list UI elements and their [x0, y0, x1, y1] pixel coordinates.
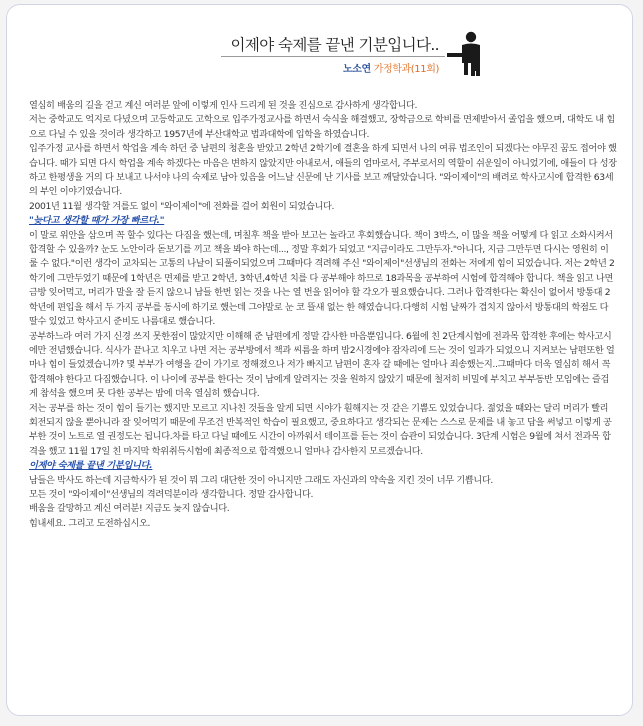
intro-paragraph: 저는 중학교도 억지로 다녔으며 고등학교도 고학으로 입주가정교사를 하면서 숙식을 해결했고, 장학금으로 학비를 면제받아서 졸업을 했으며, 대학도 내 힘으로 다닐 수 있을 것이라 생각하고 1957년에 부산대학교 법과대학에 입학을 하였습니다. [29, 114, 615, 140]
article-card [6, 4, 633, 716]
section-heading: "늦다고 생각할 때가 가장 빠르다." [29, 215, 165, 227]
closing-paragraph: 배움을 갈망하고 계신 여러분! 지금도 늦지 않습니다. [29, 503, 230, 515]
author-line [269, 60, 439, 75]
intro-paragraph: 2001년 11월 생각할 겨를도 없이 "와이제이"에 전화를 걸어 회원이 되었습니다. [29, 200, 335, 212]
closing-paragraph: 모든 것이 "와이제이"선생님의 격려덕분이라 생각합니다. 정말 감사합니다. [29, 488, 314, 500]
article-body [29, 99, 617, 531]
title-underline [221, 56, 445, 57]
closing-paragraph: 힘내세요. 그리고 도전하십시오. [29, 517, 151, 529]
article-header [7, 5, 632, 89]
closing-paragraph: 남들은 박사도 하는데 지금학사가 된 것이 뭐 그리 대단한 것이 아니지만 그래도 자신과의 약속을 지킨 것이 너무 기쁩니다. [29, 474, 493, 486]
article-title: 이제야 숙제를 끝낸 기분입니다.. [230, 36, 439, 54]
section-heading: 이제야 숙제를 끝낸 기분입니다. [29, 460, 153, 472]
author-name: 노소연 [342, 64, 371, 75]
intro-paragraph: 입주가정 교사를 하면서 학업을 계속 하던 중 남편의 청혼을 받았고 2학년 2학기에 결혼을 하게 되면서 나의 여류 법조인이 되겠다는 야무진 꿈도 접어야 했습니다. 때가 되면 다시 학업을 계속 하겠다는 마음은 변하지 않았지만 아내로서, 애들의 엄마로서, 주부로서의 역할이 쉬운일이 아니었기에, 애들이 다 성장하고 한평생을 거의 다 보내고 나서야 나의 숙제로 남아 있음을 어느날 신문에 난 기사를 보고 깨달았습니다. "와이제이"의 배려로 학사고시에 합격한 63세의 부인 이야기였습니다. [29, 143, 617, 198]
author-dept: 가정학과(11회) [373, 64, 439, 75]
intro-paragraph: 열심히 배움의 길을 걷고 계신 여러분 앞에 이렇게 인사 드리게 된 것을 진심으로 감사하게 생각합니다. [29, 100, 418, 111]
section-paragraph: 저는 공부를 하는 것이 힘이 들기는 했지만 모르고 지나친 것들을 알게 되면 시야가 훤해지는 것 같은 기쁨도 있었습니다. 젊었을 때와는 달리 머리가 빨리 회전되지 않을 뿐아니라 잘 잊어먹기 때문에 무조건 반복적인 학습이 필요했고, 중요하다고 생각되는 문제는 스스로 문제를 내 놓고 답을 써넣고 이렇게 공부한 것이 노트로 열 권정도는 됩니다.차를 타고 다닐 때에도 시간이 아까워서 테이프를 듣는 것이 습관이 되었습니다. 3단계 시험은 9월에 쳐서 전과목 합격을 했고 11월 17일 친 마지막 학위취득시험에 최종적으로 합격했으니 얼마나 감사한지 모르겠습니다. [29, 402, 612, 457]
person-at-desk-icon [447, 31, 487, 77]
section-paragraph: 이 말로 위안을 삼으며 꼭 할수 있다는 다짐을 했는데, 며칠후 책을 받아 보고는 놀라고 후회했습니다. 책이 3박스, 이 많을 책을 어떻게 다 읽고 소화시켜서 합격할 수 있을까? 눈도 노안이라 돋보기를 끼고 책을 봐야 하는데..., 정말 후회가 되었고 "지금이라도 그만두자."아니다, 지금 그만두면 다시는 영원히 이룰 수 없다."이런 생각이 교차되는 고통의 나날이 되풀이되었으며 그때마다 격려해 주신 "와이제이"선생님의 전화는 저에게 힘이 되었습니다. 저는 2학년 2학기에 그만두었기 때문에 1학년은 면제를 받고 2학년, 3학년,4학년 치를 다 공부해야 하므로 18과목을 공부하여 시험에 합격해야 합니다. 책을 읽고 나면 금방 잊어먹고, 머리가 말을 잘 듣지 않으니 남들 한번 읽는 것을 나는 열 번을 읽어야 할 각오가 필요했습니다. 그러나 합격한다는 확신이 없어서 방통대 2학년에 편입을 해서 두 가지 공부를 동시에 하기로 했는데 그야말로 눈 코 뜰새 없는 한 해였습니다.다행히 시험 날짜가 겹치지 않아서 방통대의 학점도 다 딸수 있었고 학사고시 준비도 나름대로 했습니다. [29, 229, 615, 328]
section-paragraph: 공부하느라 여러 가지 신경 쓰지 못한점이 많았지만 이해해 준 남편에게 정말 감사한 마음뿐입니다. 6월에 친 2단계시험에 전과목 합격한 후에는 학사고시에만 전념했습니다. 식사가 끝나고 치우고 나면 저는 공부방에서 책과 씨름을 하며 밤2시경에야 잠자리에 드는 것이 일과가 되었으니 지켜보는 남편또한 얼마나 힘이 들었겠습니까? 몇 부부가 여행을 같이 가기로 정해졌으나 저가 빠지고 남편이 혼자 갈 때에는 얼마나 죄송했는지..그때마다 더욱 열심히 해서 꼭 합격해야 한다고 다짐했습니다. 이 나이에 공부를 한다는 것이 남에게 알려지는 것을 원하지 않았기 때문에 철저히 비밀에 부치고 부부동반 모임에는 즐겁게 참석을 했으며 못 다한 공부는 밤에 더욱 열심히 했습니다. [29, 330, 615, 400]
